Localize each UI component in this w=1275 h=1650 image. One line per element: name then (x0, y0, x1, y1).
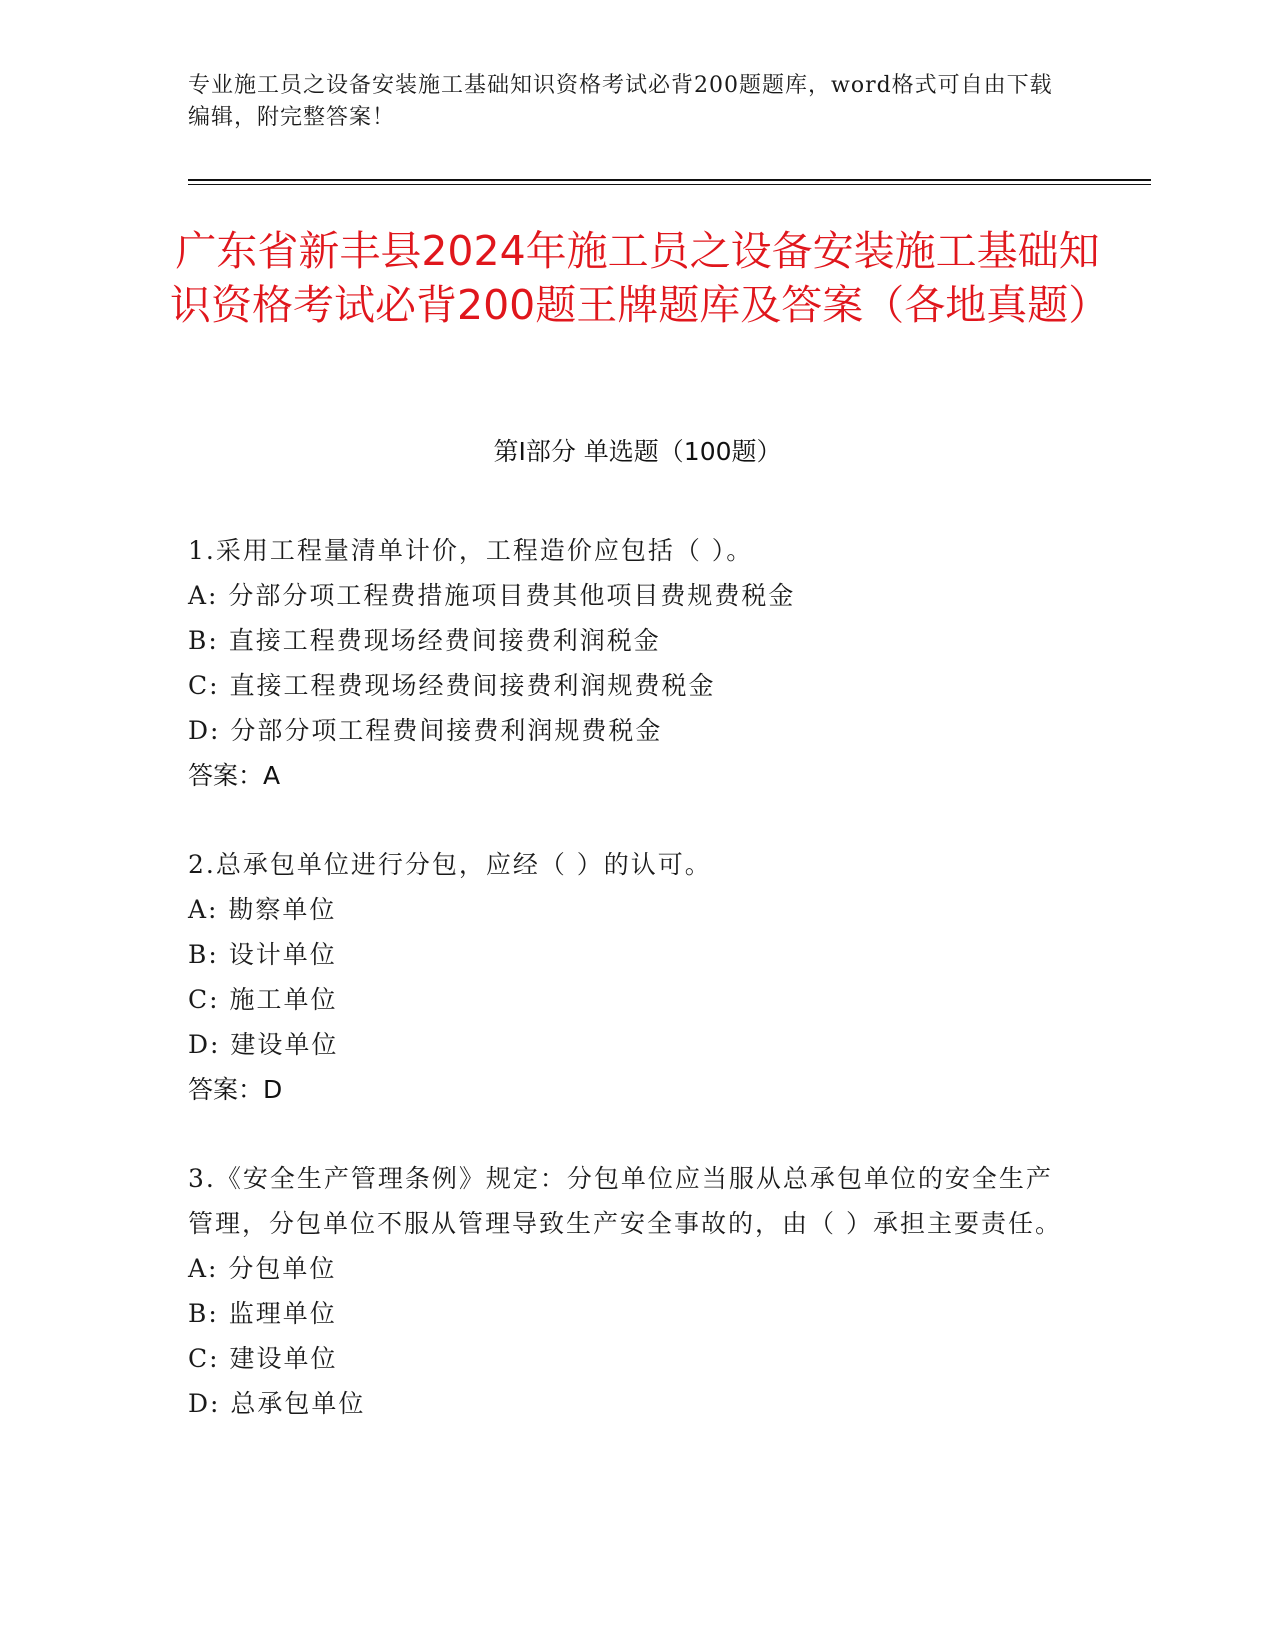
question-option-a: A: 勘察单位 (188, 895, 337, 924)
question-2 (188, 842, 1068, 1112)
question-option-c: C: 施工单位 (188, 985, 338, 1014)
question-option-c: C: 建设单位 (188, 1344, 338, 1373)
question-1 (188, 528, 1068, 798)
section-title: 第Ⅰ部分 单选题（100题） (493, 437, 782, 466)
question-list (188, 528, 1068, 1426)
question-option-b: B: 直接工程费现场经费间接费利润税金 (188, 626, 661, 655)
question-option-d: D: 总承包单位 (188, 1389, 366, 1418)
question-stem: 1.采用工程量清单计价，工程造价应包括（ ）。 (188, 536, 754, 565)
header-note: 专业施工员之设备安装施工基础知识资格考试必背200题题库，word格式可自由下载编辑，附完整答案！ (188, 73, 1053, 130)
header-rule-thick (188, 179, 1151, 181)
question-option-d: D: 建设单位 (188, 1030, 339, 1059)
question-option-a: A: 分部分项工程费措施项目费其他项目费规费税金 (188, 581, 796, 610)
question-option-d: D: 分部分项工程费间接费利润规费税金 (188, 716, 663, 745)
header-rule-thin (188, 184, 1151, 185)
question-3 (188, 1156, 1068, 1426)
question-stem: 3.《安全生产管理条例》规定：分包单位应当服从总承包单位的安全生产管理，分包单位不服从管理导致生产安全事故的，由（ ）承担主要责任。 (188, 1164, 1062, 1238)
question-spacer (188, 798, 1068, 842)
question-spacer (188, 1112, 1068, 1156)
question-option-c: C: 直接工程费现场经费间接费利润规费税金 (188, 671, 716, 700)
question-option-b: B: 监理单位 (188, 1299, 337, 1328)
question-answer: 答案：D (188, 1075, 283, 1104)
question-option-b: B: 设计单位 (188, 940, 337, 969)
question-stem: 2.总承包单位进行分包，应经（ ）的认可。 (188, 850, 712, 879)
question-option-a: A: 分包单位 (188, 1254, 337, 1283)
question-answer: 答案：A (188, 761, 281, 790)
document-title: 广东省新丰县2024年施工员之设备安装施工基础知识资格考试必背200题王牌题库及答案（各地真题） (170, 227, 1110, 329)
